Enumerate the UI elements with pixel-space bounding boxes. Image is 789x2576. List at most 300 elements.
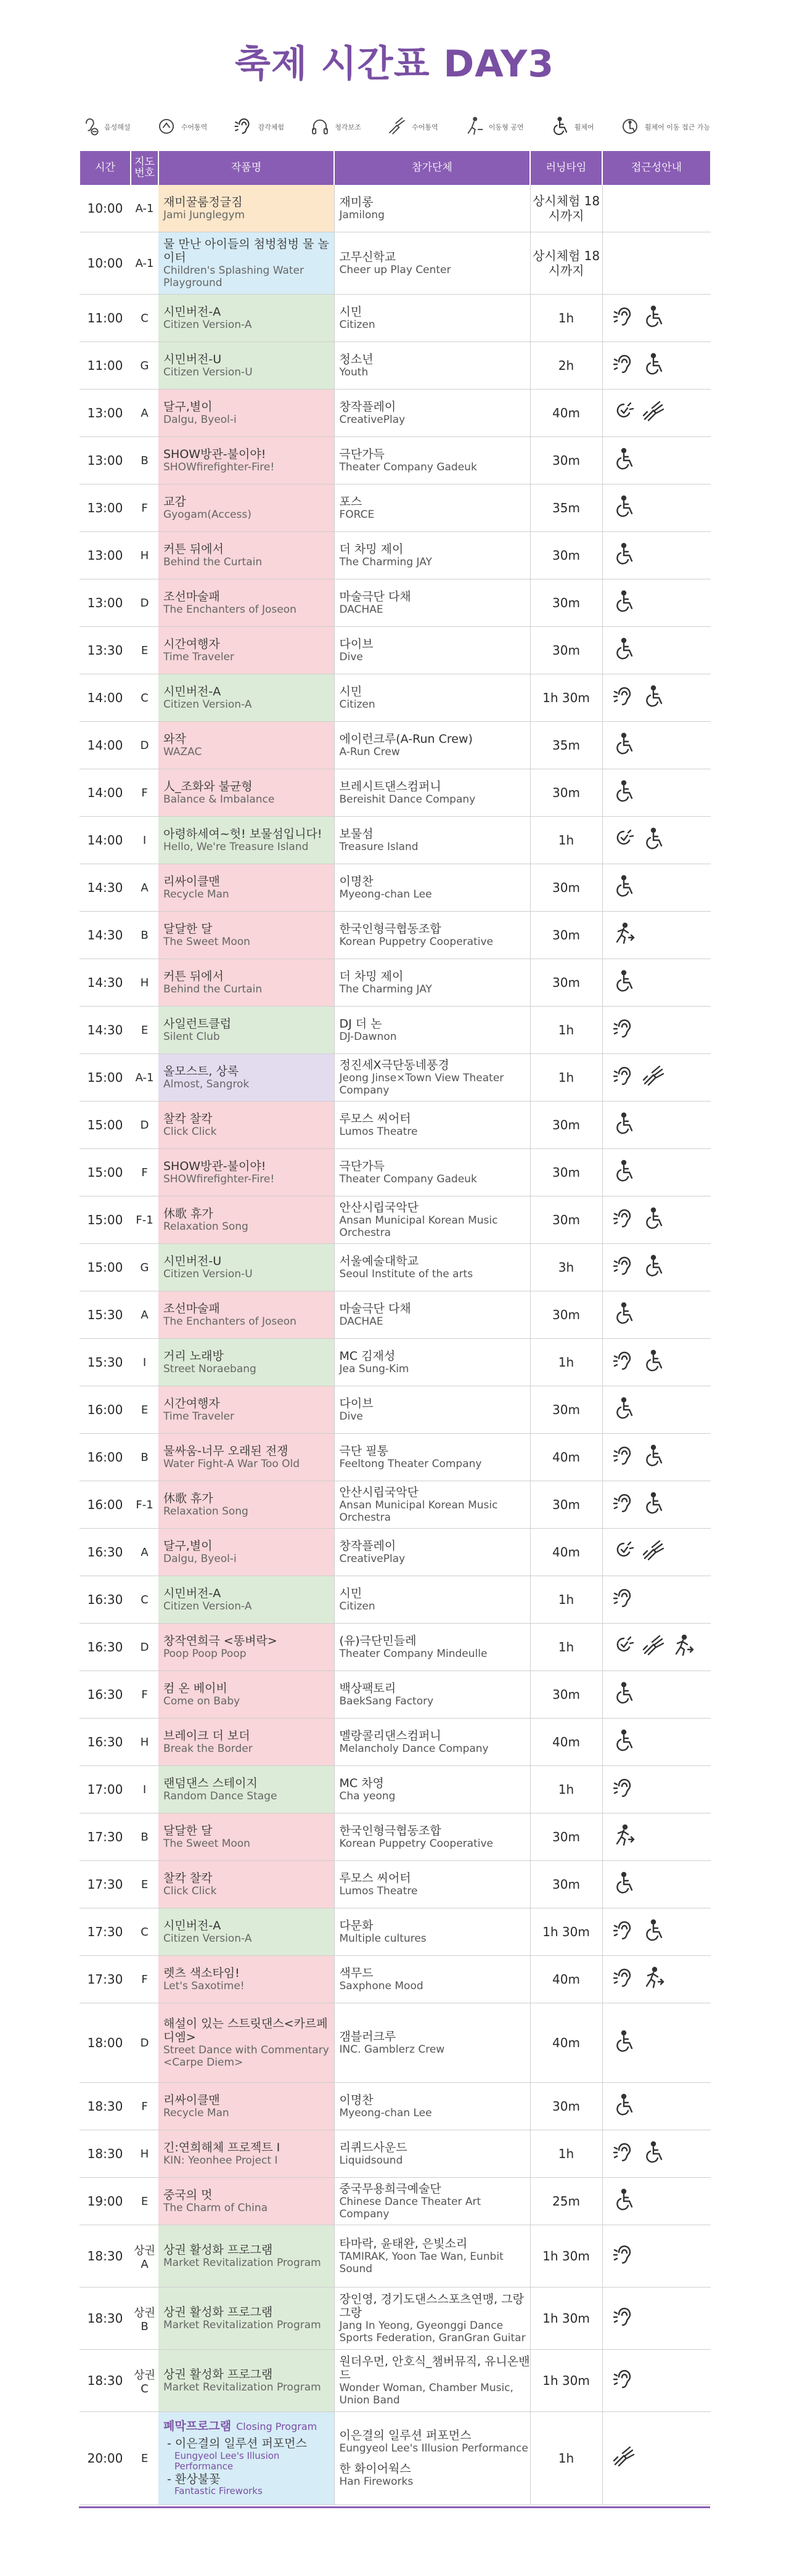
group-name-en: Korean Puppetry Cooperative: [339, 1838, 493, 1850]
runtime-value: 30m: [552, 643, 580, 658]
location-value: D: [140, 596, 149, 610]
wheelchair-icon: [611, 589, 636, 617]
time-cell: [80, 1624, 131, 1671]
access-cell: [602, 1434, 711, 1481]
location-cell: [131, 1576, 158, 1624]
time-cell: [80, 2178, 131, 2225]
wheelchair-icon: [641, 305, 666, 332]
program-name-ko: 시민버전-A: [163, 684, 221, 698]
table-row: [80, 1861, 711, 1908]
access-cell: [602, 2083, 711, 2130]
group2-name-en: Han Fireworks: [339, 2476, 414, 2488]
location-value: F: [141, 1688, 148, 1701]
group-name-ko: 한국인형극협동조합: [339, 1823, 441, 1838]
hearing-icon: [611, 2305, 636, 2333]
header-group: 참가단체: [334, 151, 530, 185]
program-name-en: Silent Club: [163, 1031, 220, 1044]
location-value: C: [141, 691, 149, 705]
location-cell: [131, 2412, 158, 2505]
runtime-cell: [530, 579, 602, 627]
location-value: B: [141, 1830, 149, 1844]
group-cell: [334, 1956, 530, 2003]
group-cell: [334, 864, 530, 912]
table-row: [80, 295, 711, 342]
group-cell: [334, 1813, 530, 1861]
table-row: [80, 1291, 711, 1339]
time-value: 18:30: [87, 2249, 123, 2263]
program-cell: [158, 1908, 334, 1956]
group1-name-en: Eungyeol Lee's Illusion Performance: [339, 2442, 528, 2455]
location-value: A-1: [135, 256, 154, 270]
program-name-en: Behind the Curtain: [163, 983, 263, 996]
program-name-en: Street Noraebang: [163, 1363, 256, 1376]
program-cell: [158, 1861, 334, 1908]
location-cell: [131, 817, 158, 864]
location-value: I: [142, 1783, 147, 1796]
program-cell: [158, 627, 334, 674]
time-cell: [80, 1861, 131, 1908]
program-name-en: Hello, We're Treasure Island: [163, 841, 309, 854]
group-name-ko: 다이브: [339, 637, 374, 651]
legend-label: 음성해설: [104, 123, 131, 131]
time-value: 15:00: [87, 1118, 123, 1132]
runtime-cell: [530, 1861, 602, 1908]
program-name-ko: 달구,별이: [163, 399, 213, 414]
group-cell: [334, 1386, 530, 1434]
runtime-value: 30m: [552, 548, 580, 563]
group-name-ko: 안산시립국악단: [339, 1485, 419, 1499]
group-cell: [334, 1481, 530, 1529]
program-name-ko: 찰칵 찰칵: [163, 1871, 213, 1885]
group-name-ko: 시민: [339, 1586, 362, 1600]
time-cell: [80, 1007, 131, 1054]
access-cell: [602, 1244, 711, 1291]
group-name-en: Lumos Theatre: [339, 1126, 418, 1139]
location-cell: [131, 342, 158, 390]
time-cell: [80, 2225, 131, 2288]
time-value: 18:30: [87, 2146, 123, 2161]
time-value: 15:30: [87, 1307, 123, 1322]
runtime-value: 40m: [552, 406, 580, 420]
hearing-icon: [233, 116, 254, 139]
runtime-cell: [530, 912, 602, 959]
group-name-en: Youth: [339, 366, 369, 379]
time-value: 16:30: [87, 1640, 123, 1654]
group-name-en: Melancholy Dance Company: [339, 1743, 489, 1756]
location-value: I: [142, 833, 147, 847]
program-name-en: Citizen Version-A: [163, 319, 252, 332]
signing-icon: [641, 1064, 666, 1092]
wheelchair-icon: [611, 969, 636, 997]
time-cell: [80, 864, 131, 912]
group-name-en: FORCE: [339, 509, 375, 521]
access-cell: [602, 1149, 711, 1196]
time-cell: [80, 2130, 131, 2178]
location-cell: [131, 1102, 158, 1149]
location-value: E: [141, 1878, 149, 1891]
table-row: [80, 2288, 711, 2350]
location-value: G: [140, 1261, 149, 1274]
runtime-cell: [530, 2412, 602, 2505]
time-value: 18:30: [87, 2373, 123, 2388]
group-cell: [334, 769, 530, 817]
time-value: 13:00: [87, 501, 123, 515]
sensory-icon: [611, 827, 636, 854]
time-cell: [80, 185, 131, 232]
legend-item: [464, 116, 524, 139]
group-name-ko: 다문화: [339, 1918, 374, 1932]
location-value: B: [141, 454, 149, 467]
time-cell: [80, 2350, 131, 2412]
program-name-en: The Sweet Moon: [163, 1838, 250, 1850]
time-cell: [80, 912, 131, 959]
group-name-en: Lumos Theatre: [339, 1885, 418, 1898]
group-name-en: Ansan Municipal Korean Music Orchestra: [339, 1214, 498, 1240]
time-cell: [80, 232, 131, 295]
table-row: [80, 1956, 711, 2003]
group-name-ko: 더 차밍 제이: [339, 542, 404, 556]
time-cell: [80, 1671, 131, 1719]
signing-icon: [641, 399, 666, 427]
access-cell: [602, 1908, 711, 1956]
program-name-ko: 시민버전-A: [163, 1918, 221, 1932]
table-row: [80, 959, 711, 1007]
runtime-cell: [530, 1434, 602, 1481]
access-cell: [602, 1481, 711, 1529]
runtime-cell: [530, 769, 602, 817]
location-cell: [131, 1908, 158, 1956]
runtime-cell: [530, 864, 602, 912]
access-cell: [602, 1861, 711, 1908]
program-name-ko: 물싸움-너무 오래된 전쟁: [163, 1444, 288, 1458]
time-cell: [80, 1434, 131, 1481]
runtime-cell: [530, 1956, 602, 2003]
program-name-ko: 상권 활성화 프로그램: [163, 2305, 273, 2319]
group-name-en: DACHAE: [339, 603, 383, 616]
program-name-ko: 조선마술패: [163, 589, 220, 603]
sensory-icon: [611, 399, 636, 427]
program-name-en: Let's Saxotime!: [163, 1980, 245, 1993]
location-cell: [131, 1624, 158, 1671]
legend-label: 수어통역: [412, 123, 438, 131]
group-cell: [334, 437, 530, 485]
time-cell: [80, 674, 131, 722]
access-cell: [602, 1339, 711, 1386]
time-cell: [80, 437, 131, 485]
program-cell: [158, 1291, 334, 1339]
runtime-cell: [530, 627, 602, 674]
program-cell: [158, 912, 334, 959]
program-name-ko: 休歌 휴가: [163, 1206, 213, 1221]
program-cell: [158, 674, 334, 722]
access-cell: [602, 1529, 711, 1576]
program-cell: [158, 817, 334, 864]
location-value: F-1: [136, 1498, 153, 1511]
time-cell: [80, 1054, 131, 1102]
runtime-cell: [530, 1007, 602, 1054]
group-name-ko: 극단가득: [339, 447, 385, 461]
group-cell: [334, 1196, 530, 1244]
location-value: E: [141, 2194, 149, 2208]
program-cell: [158, 2225, 334, 2288]
runtime-cell: [530, 817, 602, 864]
runtime-value: 1h: [558, 1355, 574, 1370]
legend-item: [79, 116, 131, 139]
time-cell: [80, 579, 131, 627]
runtime-cell: [530, 2083, 602, 2130]
time-value: 18:00: [87, 2035, 123, 2050]
program-cell: [158, 342, 334, 390]
location-value: A-1: [135, 1071, 154, 1084]
table-row: [80, 2178, 711, 2225]
runtime-value: 1h: [558, 2146, 574, 2161]
group-cell: [334, 1007, 530, 1054]
time-value: 14:30: [87, 880, 123, 895]
time-cell: [80, 722, 131, 769]
table-row: [80, 722, 711, 769]
legend-label: 청각보조: [335, 123, 361, 131]
program-cell: [158, 1576, 334, 1624]
location-cell: [131, 627, 158, 674]
location-cell: [131, 864, 158, 912]
program-name-en: Recycle Man: [163, 2107, 229, 2120]
runtime-cell: [530, 959, 602, 1007]
location-cell: [131, 2083, 158, 2130]
wheelchair-icon: [641, 1918, 666, 1946]
hearing-icon: [611, 2243, 636, 2270]
access-cell: [602, 1007, 711, 1054]
hearing-icon: [611, 1349, 636, 1376]
program-name-en: Click Click: [163, 1126, 217, 1139]
access-cell: [602, 912, 711, 959]
access-cell: [602, 532, 711, 579]
program-cell: [158, 2178, 334, 2225]
table-row: [80, 1054, 711, 1102]
access-cell: [602, 390, 711, 437]
signing-hands-icon: [386, 116, 407, 139]
time-value: 18:30: [87, 2311, 123, 2326]
access-cell: [602, 342, 711, 390]
time-cell: [80, 390, 131, 437]
time-cell: [80, 1339, 131, 1386]
location-value: A: [141, 406, 149, 420]
time-value: 16:30: [87, 1687, 123, 1702]
time-value: 15:00: [87, 1165, 123, 1180]
access-cell: [602, 232, 711, 295]
access-cell: [602, 1766, 711, 1813]
program-name-ko: 긴:연희해체 프로젝트 I: [163, 2140, 280, 2154]
program-name-ko: 커튼 뒤에서: [163, 969, 224, 983]
access-cell: [602, 185, 711, 232]
group-cell: [334, 1291, 530, 1339]
program-name-en: Citizen Version-A: [163, 698, 252, 711]
program-name-en: Click Click: [163, 1885, 217, 1898]
hearing-icon: [611, 1918, 636, 1946]
headphones-icon: [309, 116, 330, 139]
access-cell: [602, 1956, 711, 2003]
group-name-ko: 포스: [339, 494, 362, 509]
time-cell: [80, 959, 131, 1007]
table-row: [80, 2003, 711, 2083]
group-name-en: CreativePlay: [339, 414, 406, 427]
program-name-en: Relaxation Song: [163, 1505, 248, 1518]
program-cell: [158, 390, 334, 437]
group-name-ko: 극단 필통: [339, 1444, 388, 1458]
runtime-cell: [530, 2350, 602, 2412]
runtime-value: 1h 30m: [542, 2373, 590, 2388]
wheelchair-icon: [611, 1871, 636, 1899]
wheelchair-icon: [611, 494, 636, 522]
group-cell: [334, 579, 530, 627]
program-name-ko: SHOW방관-불이야!: [163, 447, 266, 461]
group-name-ko: 중국무용희극예술단: [339, 2181, 441, 2196]
runtime-value: 1h 30m: [542, 690, 590, 705]
group-name-en: CreativePlay: [339, 1553, 406, 1566]
runtime-cell: [530, 1339, 602, 1386]
wheelchair-icon: [611, 1111, 636, 1139]
group-name-en: Korean Puppetry Cooperative: [339, 936, 493, 949]
table-row: [80, 1624, 711, 1671]
group-name-en: Bereishit Dance Company: [339, 793, 476, 806]
group-name-ko: 갬블러크루: [339, 2029, 396, 2043]
header-runtime: 러닝타임: [530, 151, 602, 185]
location-cell: [131, 2003, 158, 2083]
group-cell: [334, 2412, 530, 2505]
group-name-en: Jang In Yeong, Gyeonggi Dance Sports Federation, GranGran Guitar: [339, 2320, 526, 2345]
group-name-ko: 루모스 씨어터: [339, 1111, 411, 1126]
runtime-value: 30m: [552, 1687, 580, 1702]
location-cell: [131, 674, 158, 722]
program-cell: [158, 1529, 334, 1576]
program-name-ko: 상권 활성화 프로그램: [163, 2367, 273, 2381]
group-name-ko: 백상팩토리: [339, 1681, 396, 1695]
wheelchair-icon: [611, 1681, 636, 1709]
group-name-ko: 마술극단 다채: [339, 589, 411, 603]
group-name-en: Liquidsound: [339, 2154, 403, 2167]
time-cell: [80, 1481, 131, 1529]
table-row: [80, 579, 711, 627]
table-row: [80, 1719, 711, 1766]
location-cell: [131, 1766, 158, 1813]
table-row: [80, 532, 711, 579]
table-row: [80, 2083, 711, 2130]
group-cell: [334, 959, 530, 1007]
access-cell: [602, 2225, 711, 2288]
location-value: E: [141, 1023, 149, 1037]
group-cell: [334, 722, 530, 769]
wheelchair-icon: [611, 2188, 636, 2215]
location-cell: [131, 2225, 158, 2288]
group-name-ko: 보물섬: [339, 827, 374, 841]
hearing-icon: [611, 2367, 636, 2395]
group-name-en: Theater Company Gadeuk: [339, 1173, 477, 1186]
time-value: 16:30: [87, 1735, 123, 1749]
group-name-en: The Charming JAY: [339, 556, 432, 569]
group-name-ko: (유)극단민들레: [339, 1634, 417, 1648]
group-name-en: Cha yeong: [339, 1790, 396, 1803]
group-name-ko: 장인영, 경기도댄스스포츠연맹, 그랑그랑: [339, 2292, 524, 2320]
runtime-cell: [530, 1149, 602, 1196]
time-cell: [80, 1149, 131, 1196]
time-value: 18:30: [87, 2099, 123, 2114]
program-name-ko: 랜덤댄스 스테이지: [163, 1776, 258, 1790]
time-value: 17:30: [87, 1877, 123, 1892]
group-cell: [334, 1908, 530, 1956]
hearing-icon: [611, 1491, 636, 1519]
group-name-en: Theater Company Gadeuk: [339, 461, 477, 474]
closing-item1-en: Eungyeol Lee's Illusion Performance: [174, 2450, 280, 2472]
runtime-cell: [530, 1766, 602, 1813]
group-name-ko: 원더우먼, 안호식_챔버뮤직, 유니온밴드: [339, 2354, 530, 2382]
table-row: [80, 232, 711, 295]
location-cell: [131, 2288, 158, 2350]
access-cell: [602, 817, 711, 864]
runtime-cell: [530, 1386, 602, 1434]
access-cell: [602, 1719, 711, 1766]
signing-icon: [641, 1539, 666, 1566]
runtime-cell: [530, 1671, 602, 1719]
signing-icon: [641, 1634, 666, 1661]
location-value: C: [141, 1925, 149, 1939]
location-value: A: [141, 881, 149, 894]
location-cell: [131, 1386, 158, 1434]
runtime-value: 30m: [552, 1212, 580, 1227]
program-name-en: Gyogam(Access): [163, 509, 251, 521]
time-cell: [80, 1813, 131, 1861]
location-value: F: [141, 2100, 148, 2113]
program-name-en: Dalgu, Byeol-i: [163, 414, 237, 427]
access-cell: [602, 2178, 711, 2225]
time-value: 17:30: [87, 1924, 123, 1939]
location-cell: [131, 2178, 158, 2225]
runtime-cell: [530, 722, 602, 769]
runtime-value: 30m: [552, 975, 580, 990]
mobility-performance-icon: [464, 116, 484, 139]
time-value: 17:30: [87, 1972, 123, 1987]
time-value: 11:00: [87, 311, 123, 325]
location-value: G: [140, 359, 149, 372]
time-cell: [80, 1386, 131, 1434]
location-cell: [131, 390, 158, 437]
group-name-en: TAMIRAK, Yoon Tae Wan, Eunbit Sound: [339, 2251, 504, 2276]
program-name-en: Almost, Sangrok: [163, 1078, 250, 1091]
wheelchair-icon: [611, 637, 636, 664]
access-cell: [602, 295, 711, 342]
location-cell: [131, 1054, 158, 1102]
access-cell: [602, 1054, 711, 1102]
program-cell: [158, 959, 334, 1007]
runtime-cell: [530, 185, 602, 232]
location-cell: [131, 1481, 158, 1529]
program-name-en: Children's Splashing Water Playground: [163, 264, 304, 290]
group-name-ko: 에이런크루(A-Run Crew): [339, 732, 473, 746]
legend-label: 이동형 공연: [488, 123, 524, 131]
access-cell: [602, 674, 711, 722]
runtime-value: 40m: [552, 1735, 580, 1749]
access-cell: [602, 1196, 711, 1244]
table-row: [80, 1007, 711, 1054]
program-cell: [158, 532, 334, 579]
location-value: F: [141, 1166, 148, 1179]
location-cell: [131, 769, 158, 817]
program-cell: [158, 2412, 334, 2505]
program-cell: [158, 295, 334, 342]
group-cell: [334, 1244, 530, 1291]
location-cell: [131, 1291, 158, 1339]
wheelchair-icon: [641, 1349, 666, 1376]
group-cell: [334, 232, 530, 295]
runtime-value: 상시체험 18시까지: [532, 194, 600, 223]
